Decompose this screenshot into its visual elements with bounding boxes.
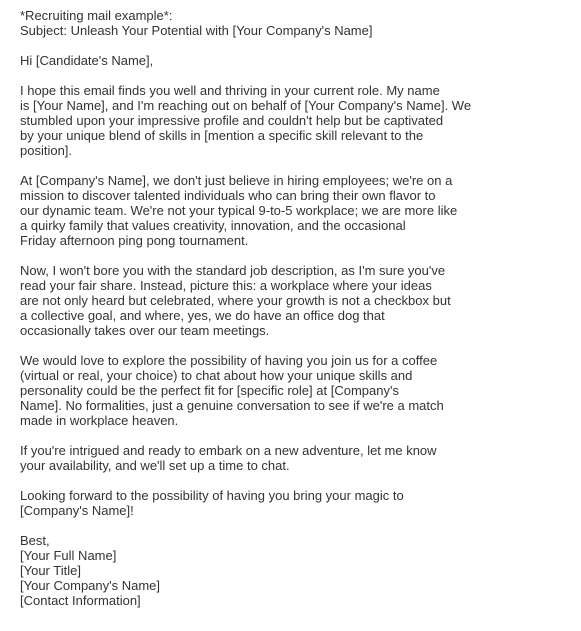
text-line: a collective goal, and where, yes, we do have an office dog that	[20, 308, 385, 323]
text-line: by your unique blend of skills in [mention a specific skill relevant to the	[20, 128, 424, 143]
email-document	[20, 8, 570, 608]
example-label: *Recruiting mail example*:	[20, 8, 173, 23]
text-line: At [Company's Name], we don't just believe in hiring employees; we're on a	[20, 173, 453, 188]
text-line: read your fair share. Instead, picture this: a workplace where your ideas	[20, 278, 432, 293]
email-heading	[20, 8, 570, 38]
text-line: I hope this email finds you well and thriving in your current role. My name	[20, 83, 440, 98]
paragraph-introduction	[20, 83, 570, 158]
signature-company: [Your Company's Name]	[20, 578, 161, 593]
text-line: Name]. No formalities, just a genuine conversation to see if we're a match	[20, 398, 444, 413]
text-line: are not only heard but celebrated, where your growth is not a checkbox but	[20, 293, 451, 308]
text-line: a quirky family that values creativity, innovation, and the occasional	[20, 218, 406, 233]
text-line: is [Your Name], and I'm reaching out on behalf of [Your Company's Name]. We	[20, 98, 472, 113]
paragraph-invitation	[20, 353, 570, 428]
paragraph-closing	[20, 488, 570, 518]
text-line: (virtual or real, your choice) to chat about how your unique skills and	[20, 368, 413, 383]
paragraph-company	[20, 173, 570, 248]
signature-title: [Your Title]	[20, 563, 81, 578]
text-line: [Company's Name]!	[20, 503, 134, 518]
signature-name: [Your Full Name]	[20, 548, 117, 563]
signature-contact: [Contact Information]	[20, 593, 141, 608]
text-line: our dynamic team. We're not your typical 9-to-5 workplace; we are more like	[20, 203, 458, 218]
text-line: stumbled upon your impressive profile and couldn't help but be captivated	[20, 113, 444, 128]
signoff: Best,	[20, 533, 50, 548]
text-line: mission to discover talented individuals who can bring their own flavor to	[20, 188, 436, 203]
email-subject: Subject: Unleash Your Potential with [Your Company's Name]	[20, 23, 373, 38]
greeting-line: Hi [Candidate's Name],	[20, 53, 154, 68]
text-line: position].	[20, 143, 73, 158]
text-line: occasionally takes over our team meetings.	[20, 323, 270, 338]
paragraph-call-to-action	[20, 443, 570, 473]
text-line: Looking forward to the possibility of having you bring your magic to	[20, 488, 404, 503]
text-line: If you're intrigued and ready to embark on a new adventure, let me know	[20, 443, 437, 458]
text-line: Friday afternoon ping pong tournament.	[20, 233, 249, 248]
email-signature	[20, 533, 570, 608]
text-line: We would love to explore the possibility of having you join us for a coffee	[20, 353, 438, 368]
paragraph-workplace	[20, 263, 570, 338]
text-line: made in workplace heaven.	[20, 413, 179, 428]
text-line: personality could be the perfect fit for [specific role] at [Company's	[20, 383, 399, 398]
email-greeting	[20, 53, 570, 68]
text-line: Now, I won't bore you with the standard job description, as I'm sure you've	[20, 263, 446, 278]
text-line: your availability, and we'll set up a time to chat.	[20, 458, 290, 473]
